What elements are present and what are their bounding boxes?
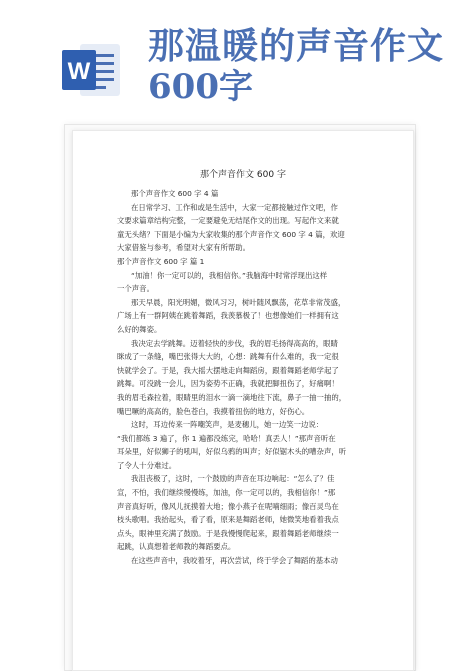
word-document-icon bbox=[60, 38, 124, 102]
document-line: 那天早晨，阳光明媚，微风习习，树叶随风飘荡，花草非常茂盛， bbox=[131, 297, 346, 307]
document-line: 广场上有一群阿姨在跳着舞蹈，我羡慕极了！也想像她们一样拥有这 bbox=[117, 311, 339, 321]
document-line: 快就学会了。于是，我大摇大摆地走向舞蹈房，跟着舞蹈老师学起了 bbox=[117, 365, 339, 375]
document-line: 在这些声音中，我咬着牙，再次尝试，终于学会了舞蹈的基本动 bbox=[131, 556, 338, 566]
document-line: 点头，眼神里充满了鼓励。于是我慢慢爬起来，跟着舞蹈老师继续一 bbox=[117, 528, 339, 538]
document-line: 宣，不怕，我们继续慢慢练，加油，你一定可以的，我相信你！”那 bbox=[117, 488, 336, 498]
document-page bbox=[72, 130, 414, 671]
document-line: 文要求篇章结构完整，一定要避免无结尾作文的出现。写起作文来就 bbox=[117, 216, 339, 226]
document-body bbox=[117, 187, 375, 568]
document-title: 那个声音作文 600 字 bbox=[200, 170, 286, 180]
document-line: 枝头歌唱。我抬起头，看了看，原来是舞蹈老师，她微笑地看着我点 bbox=[117, 515, 339, 525]
document-line: 我的眉毛森拉着，眼睛里的泪水一滴一滴地往下流，鼻子一抽一抽的， bbox=[117, 392, 347, 402]
banner-title: 那温暖的声音作文 bbox=[148, 25, 445, 67]
document-line: “加油！你一定可以的，我相信你。”我脑海中时常浮现出这样 bbox=[131, 270, 328, 280]
document-line: 起跳，认真想着老师教的舞蹈要点。 bbox=[117, 542, 236, 552]
document-line: 那个声音作文 600 字 4 篇 bbox=[131, 189, 219, 198]
document-line: 声音真好听，像风儿抚摸着大地；像小燕子在呢喃细雨；像百灵鸟在 bbox=[117, 501, 339, 511]
document-line: 跳舞。可没跳一会儿，因为姿势不正确，我就把脚扭伤了，好痛啊！ bbox=[117, 379, 339, 389]
banner bbox=[0, 0, 474, 118]
document-line: 大家借鉴与参考，希望对大家有所帮助。 bbox=[117, 243, 251, 253]
document-line: 了令人十分难过。 bbox=[117, 460, 177, 470]
document-line: 耳朵里，好似狮子的吼叫，好似乌鸦的叫声；好似锯木头的嘈杂声，听 bbox=[117, 447, 347, 457]
document-line: 我沮丧极了，这时，一个鼓励的声音在耳边响起：“怎么了？佳 bbox=[131, 474, 335, 484]
document-line: 这时，耳边传来一阵嘲笑声，是麦穗儿，她一边笑一边说： bbox=[131, 420, 324, 430]
document-line: 那个声音作文 600 字 篇 1 bbox=[117, 256, 205, 266]
document-line: 一个声音。 bbox=[117, 284, 154, 294]
document-line: 嘴巴噘的高高的，脸色苍白，我摸着扭伤的地方，好伤心。 bbox=[117, 406, 310, 416]
document-line: “我们都练 3 遍了，你 1 遍都没练完，哈哈！真丢人！”那声音听在 bbox=[117, 433, 336, 443]
document-line: 我决定去学跳舞。迈着轻快的步伐，我的眉毛扬得高高的，眼睛 bbox=[131, 338, 338, 348]
document-line: 眯成了一条缝，嘴巴张得大大的，心想：跳舞有什么难的，我一定很 bbox=[117, 352, 339, 362]
word-logo-letter: W bbox=[67, 58, 91, 85]
document-line: 么好的舞姿。 bbox=[117, 324, 162, 334]
document-line: 在日常学习、工作和或是生活中，大家一定都接触过作文吧，作 bbox=[131, 202, 338, 212]
document-line: 童无头绪？下面是小编为大家收集的那个声音作文 600 字 4 篇，欢迎 bbox=[117, 229, 345, 239]
banner-subtitle: 600字 bbox=[148, 67, 253, 107]
